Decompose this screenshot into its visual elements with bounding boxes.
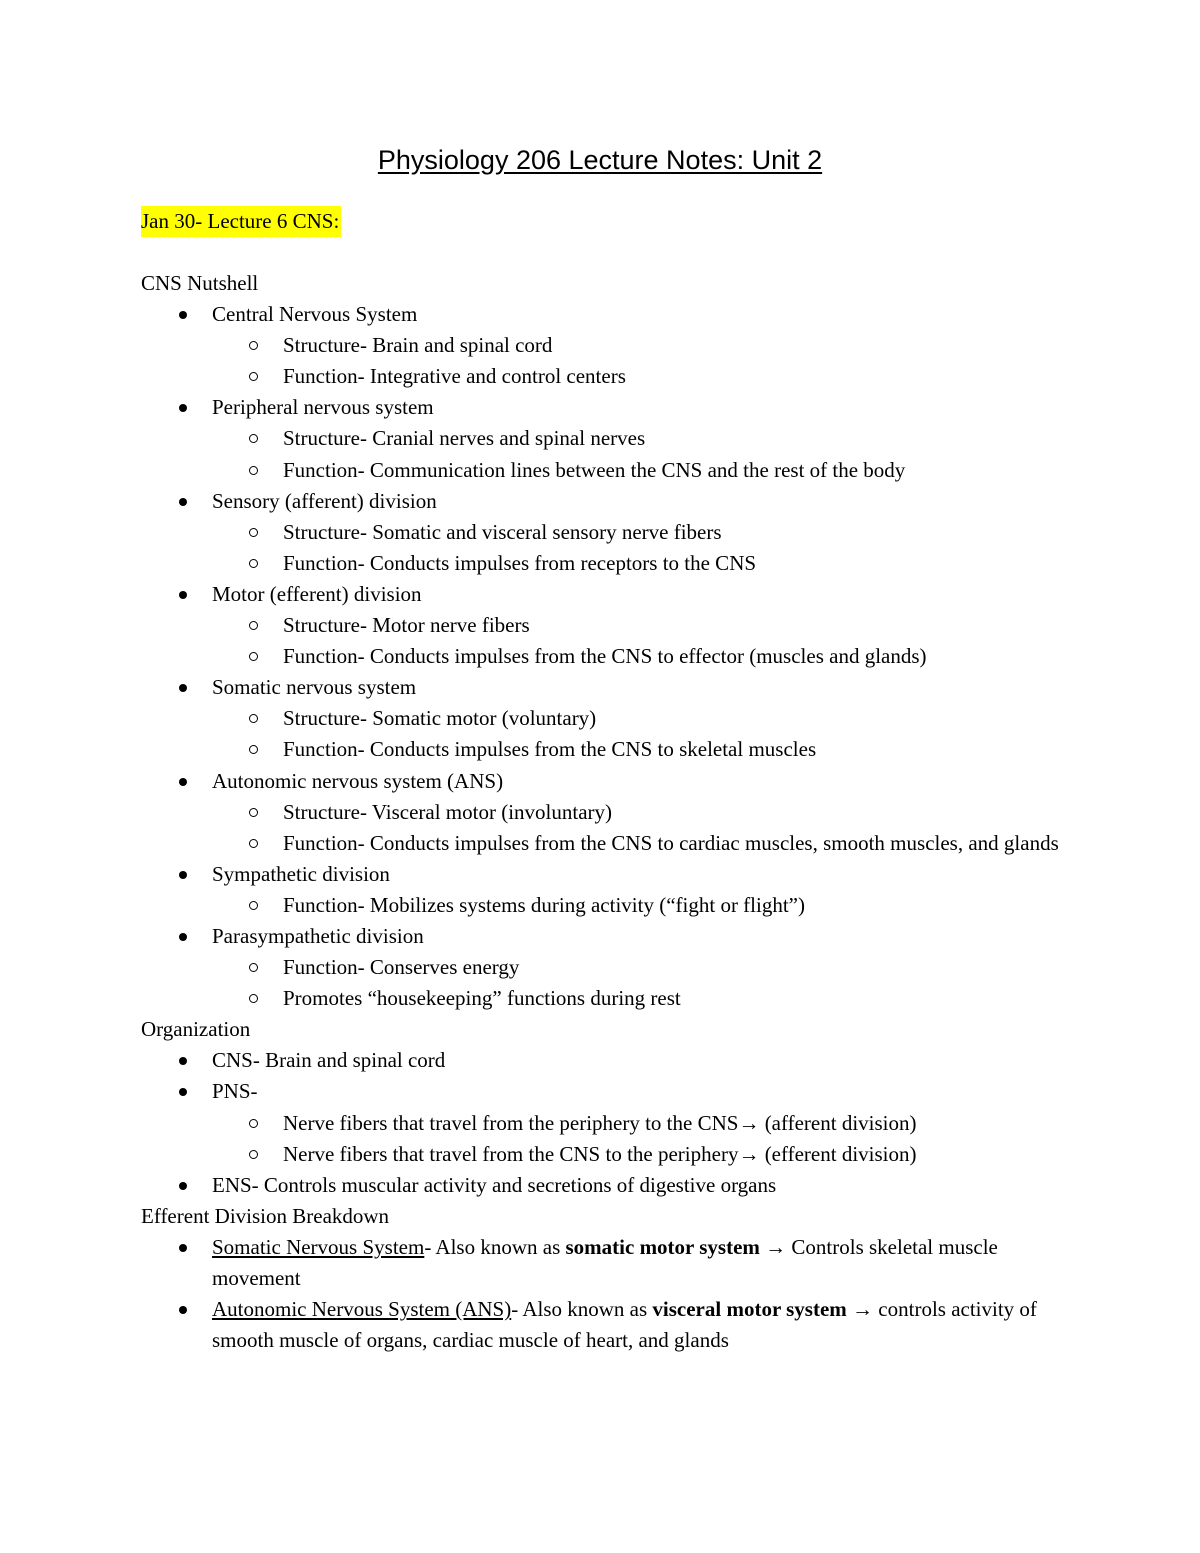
bullet-text: Sensory (afferent) division	[212, 486, 1071, 517]
bullet-text: ENS- Controls muscular activity and secretions of digestive organs	[212, 1170, 1071, 1201]
list-item	[141, 1294, 1071, 1356]
notes-body	[141, 268, 1071, 1356]
bullet-text: CNS- Brain and spinal cord	[212, 1045, 1071, 1076]
section-heading: CNS Nutshell	[141, 271, 259, 295]
list-item	[141, 1076, 1071, 1169]
list-item	[141, 921, 1071, 1014]
list-item	[141, 859, 1071, 921]
section-heading: Organization	[141, 1017, 251, 1042]
text-span: → controls activity of smooth muscle of organs, cardiac muscle of heart, and glands	[212, 1297, 1037, 1353]
bullet-text	[212, 1232, 1071, 1294]
sub-list-item: Structure- Motor nerve fibers	[212, 610, 1071, 641]
sub-list-item: Function- Conducts impulses from the CNS to effector (muscles and glands)	[212, 641, 1071, 672]
sub-list-item: Nerve fibers that travel from the CNS to the periphery→ (efferent division)	[212, 1139, 1071, 1170]
cns-nutshell-list	[141, 299, 1071, 1014]
sub-list-item: Structure- Visceral motor (involuntary)	[212, 797, 1071, 828]
text-span: - Also known as	[511, 1297, 653, 1322]
bullet-text: Somatic nervous system	[212, 672, 1071, 703]
list-item	[141, 486, 1071, 579]
bold-term: somatic motor system	[565, 1234, 760, 1259]
bullet-text: Autonomic nervous system (ANS)	[212, 766, 1071, 797]
list-item	[141, 672, 1071, 765]
list-item	[141, 299, 1071, 392]
bold-term: visceral motor system	[652, 1297, 847, 1322]
text-span: → Controls skeletal muscle movement	[212, 1234, 998, 1290]
sub-list-item: Structure- Somatic motor (voluntary)	[212, 703, 1071, 734]
term-autonomic: Autonomic Nervous System (ANS)	[212, 1297, 512, 1322]
sub-list-item: Structure- Somatic and visceral sensory nerve fibers	[212, 517, 1071, 548]
term-somatic: Somatic Nervous System	[212, 1234, 425, 1259]
bullet-text: Parasympathetic division	[212, 921, 1071, 952]
sub-list-item: Promotes “housekeeping” functions during rest	[212, 983, 1071, 1014]
sub-list-item: Function- Communication lines between the CNS and the rest of the body	[212, 455, 1071, 486]
sub-list-item: Function- Conducts impulses from the CNS to skeletal muscles	[212, 734, 1071, 765]
list-item	[141, 1045, 1071, 1076]
sub-list-item: Function- Integrative and control centers	[212, 361, 1071, 392]
sub-list-item: Function- Conducts impulses from the CNS to cardiac muscles, smooth muscles, and glands	[212, 828, 1071, 859]
efferent-list	[141, 1232, 1071, 1356]
bullet-text: PNS-	[212, 1076, 1071, 1107]
bullet-text: Central Nervous System	[212, 299, 1071, 330]
section-organization	[141, 1014, 1071, 1201]
section-efferent-division	[141, 1201, 1071, 1356]
bullet-text: Motor (efferent) division	[212, 579, 1071, 610]
sub-list-item: Function- Conserves energy	[212, 952, 1071, 983]
section-heading: Efferent Division Breakdown	[141, 1203, 390, 1228]
text-span: - Also known as	[424, 1234, 566, 1259]
sub-list-item: Function- Conducts impulses from receptors to the CNS	[212, 548, 1071, 579]
list-item	[141, 766, 1071, 859]
organization-list	[141, 1045, 1071, 1200]
list-item	[141, 392, 1071, 485]
section-cns-nutshell	[141, 268, 1071, 1014]
list-item	[141, 1232, 1071, 1294]
bullet-text: Peripheral nervous system	[212, 392, 1071, 423]
sub-list-item: Function- Mobilizes systems during activity (“fight or flight”)	[212, 890, 1071, 921]
lecture-heading: Jan 30- Lecture 6 CNS:	[141, 206, 341, 237]
bullet-text: Sympathetic division	[212, 859, 1071, 890]
sub-list-item: Nerve fibers that travel from the periphery to the CNS→ (afferent division)	[212, 1108, 1071, 1139]
list-item	[141, 1170, 1071, 1201]
bullet-text	[212, 1294, 1071, 1356]
page-title: Physiology 206 Lecture Notes: Unit 2	[377, 145, 823, 175]
sub-list-item: Structure- Cranial nerves and spinal nerves	[212, 423, 1071, 454]
sub-list-item: Structure- Brain and spinal cord	[212, 330, 1071, 361]
list-item	[141, 579, 1071, 672]
